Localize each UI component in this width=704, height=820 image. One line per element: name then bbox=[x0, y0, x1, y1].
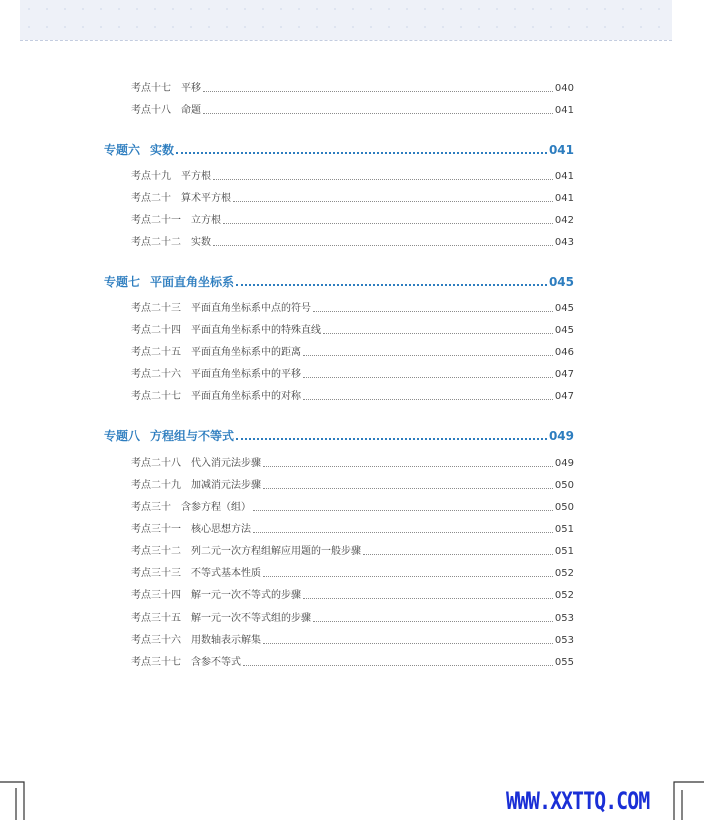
dot-leader bbox=[253, 509, 553, 511]
section-number: 专题八 bbox=[104, 429, 141, 443]
item-title: 平方根 bbox=[181, 171, 211, 182]
item-number: 考点二十六 bbox=[131, 369, 181, 380]
page-number: 053 bbox=[554, 635, 574, 646]
toc-item-row bbox=[131, 457, 574, 470]
item-number: 考点三十三 bbox=[131, 568, 181, 579]
page-number: 041 bbox=[548, 143, 574, 157]
dot-leader bbox=[263, 487, 553, 489]
item-title: 解一元一次不等式的步骤 bbox=[191, 590, 301, 601]
item-number: 考点二十二 bbox=[131, 237, 181, 248]
page-number: 052 bbox=[554, 590, 574, 601]
dot-leader bbox=[313, 620, 553, 622]
dot-leader bbox=[303, 354, 553, 356]
toc-item-row bbox=[131, 390, 574, 403]
toc-item-row bbox=[131, 656, 574, 669]
dot-leader bbox=[213, 178, 553, 180]
toc-section-row bbox=[104, 274, 574, 290]
page-number: 050 bbox=[554, 480, 574, 491]
page-number: 049 bbox=[548, 429, 574, 443]
item-title: 平面直角坐标系中点的符号 bbox=[191, 303, 311, 314]
crop-mark-left bbox=[0, 778, 28, 820]
item-title: 平面直角坐标系中的对称 bbox=[191, 391, 301, 402]
item-number: 考点二十 bbox=[131, 193, 171, 204]
dot-leader bbox=[203, 112, 553, 114]
toc-item-row bbox=[131, 634, 574, 647]
item-number: 考点十九 bbox=[131, 171, 171, 182]
toc-item-row bbox=[131, 82, 574, 95]
page-number: 050 bbox=[554, 502, 574, 513]
toc-item-row bbox=[131, 214, 574, 227]
page-number: 049 bbox=[554, 458, 574, 469]
section-title: 实数 bbox=[150, 143, 175, 157]
dot-leader bbox=[303, 376, 553, 378]
toc-item-row bbox=[131, 346, 574, 359]
item-number: 考点三十四 bbox=[131, 590, 181, 601]
item-title: 加减消元法步骤 bbox=[191, 480, 261, 491]
toc-item-row bbox=[131, 104, 574, 117]
item-number: 考点三十 bbox=[131, 502, 171, 513]
page-number: 045 bbox=[554, 325, 574, 336]
toc-item-row bbox=[131, 567, 574, 580]
toc-item-row bbox=[131, 612, 574, 625]
dot-leader bbox=[263, 575, 553, 577]
item-title: 平面直角坐标系中的平移 bbox=[191, 369, 301, 380]
toc-item-row bbox=[131, 236, 574, 249]
toc-item-row bbox=[131, 368, 574, 381]
item-number: 考点二十七 bbox=[131, 391, 181, 402]
page-number: 043 bbox=[554, 237, 574, 248]
toc-item-row bbox=[131, 302, 574, 315]
item-number: 考点二十五 bbox=[131, 347, 181, 358]
item-title: 代入消元法步骤 bbox=[191, 458, 261, 469]
item-number: 考点十七 bbox=[131, 83, 171, 94]
toc-item-row bbox=[131, 170, 574, 183]
item-title: 平移 bbox=[181, 83, 201, 94]
item-title: 不等式基本性质 bbox=[191, 568, 261, 579]
toc-section-row bbox=[104, 428, 574, 444]
section-title: 平面直角坐标系 bbox=[150, 275, 235, 289]
item-title: 立方根 bbox=[191, 215, 221, 226]
page-number: 045 bbox=[554, 303, 574, 314]
item-number: 考点二十九 bbox=[131, 480, 181, 491]
page-number: 051 bbox=[554, 524, 574, 535]
page-number: 047 bbox=[554, 391, 574, 402]
toc-section-row bbox=[104, 142, 574, 158]
dot-leader bbox=[263, 642, 553, 644]
toc-item-row bbox=[131, 192, 574, 205]
item-title: 解一元一次不等式组的步骤 bbox=[191, 613, 311, 624]
dot-leader bbox=[236, 283, 547, 286]
watermark-text: WWW.XXTTQ.COM bbox=[506, 787, 650, 815]
page-number: 040 bbox=[554, 83, 574, 94]
dot-leader bbox=[236, 437, 547, 440]
item-title: 平面直角坐标系中的特殊直线 bbox=[191, 325, 321, 336]
dot-leader bbox=[313, 310, 553, 312]
dot-leader bbox=[223, 222, 553, 224]
toc-item-row bbox=[131, 501, 574, 514]
item-number: 考点三十一 bbox=[131, 524, 181, 535]
page-number: 045 bbox=[548, 275, 574, 289]
dot-leader bbox=[203, 90, 553, 92]
page-number: 047 bbox=[554, 369, 574, 380]
item-number: 考点三十二 bbox=[131, 546, 181, 557]
page-number: 053 bbox=[554, 613, 574, 624]
dot-leader bbox=[243, 664, 553, 666]
item-number: 考点二十八 bbox=[131, 458, 181, 469]
toc-item-row bbox=[131, 545, 574, 558]
section-number: 专题六 bbox=[104, 143, 141, 157]
toc-item-row bbox=[131, 523, 574, 536]
item-number: 考点三十七 bbox=[131, 657, 181, 668]
page-number: 041 bbox=[554, 171, 574, 182]
page-number: 041 bbox=[554, 193, 574, 204]
item-title: 实数 bbox=[191, 237, 211, 248]
item-title: 平面直角坐标系中的距离 bbox=[191, 347, 301, 358]
item-number: 考点三十六 bbox=[131, 635, 181, 646]
item-title: 列二元一次方程组解应用题的一般步骤 bbox=[191, 546, 361, 557]
item-title: 含参不等式 bbox=[191, 657, 241, 668]
page-number: 042 bbox=[554, 215, 574, 226]
item-number: 考点二十一 bbox=[131, 215, 181, 226]
item-title: 用数轴表示解集 bbox=[191, 635, 261, 646]
page-number: 055 bbox=[554, 657, 574, 668]
dot-leader bbox=[303, 398, 553, 400]
dot-leader bbox=[363, 553, 553, 555]
item-title: 核心思想方法 bbox=[191, 524, 251, 535]
dot-leader bbox=[213, 244, 553, 246]
dot-leader bbox=[323, 332, 553, 334]
dot-leader bbox=[176, 151, 547, 154]
item-number: 考点二十三 bbox=[131, 303, 181, 314]
page-number: 046 bbox=[554, 347, 574, 358]
item-number: 考点二十四 bbox=[131, 325, 181, 336]
dot-leader bbox=[233, 200, 553, 202]
item-title: 命题 bbox=[181, 105, 201, 116]
crop-mark-right bbox=[672, 778, 704, 820]
toc-item-row bbox=[131, 589, 574, 602]
dot-leader bbox=[253, 531, 553, 533]
toc-item-row bbox=[131, 479, 574, 492]
item-title: 算术平方根 bbox=[181, 193, 231, 204]
page-number: 052 bbox=[554, 568, 574, 579]
item-number: 考点十八 bbox=[131, 105, 171, 116]
dot-leader bbox=[303, 597, 553, 599]
toc-item-row bbox=[131, 324, 574, 337]
page-number: 041 bbox=[554, 105, 574, 116]
dot-leader bbox=[263, 465, 553, 467]
section-number: 专题七 bbox=[104, 275, 141, 289]
item-title: 含参方程（组） bbox=[181, 502, 251, 513]
item-number: 考点三十五 bbox=[131, 613, 181, 624]
page-number: 051 bbox=[554, 546, 574, 557]
section-title: 方程组与不等式 bbox=[150, 429, 235, 443]
